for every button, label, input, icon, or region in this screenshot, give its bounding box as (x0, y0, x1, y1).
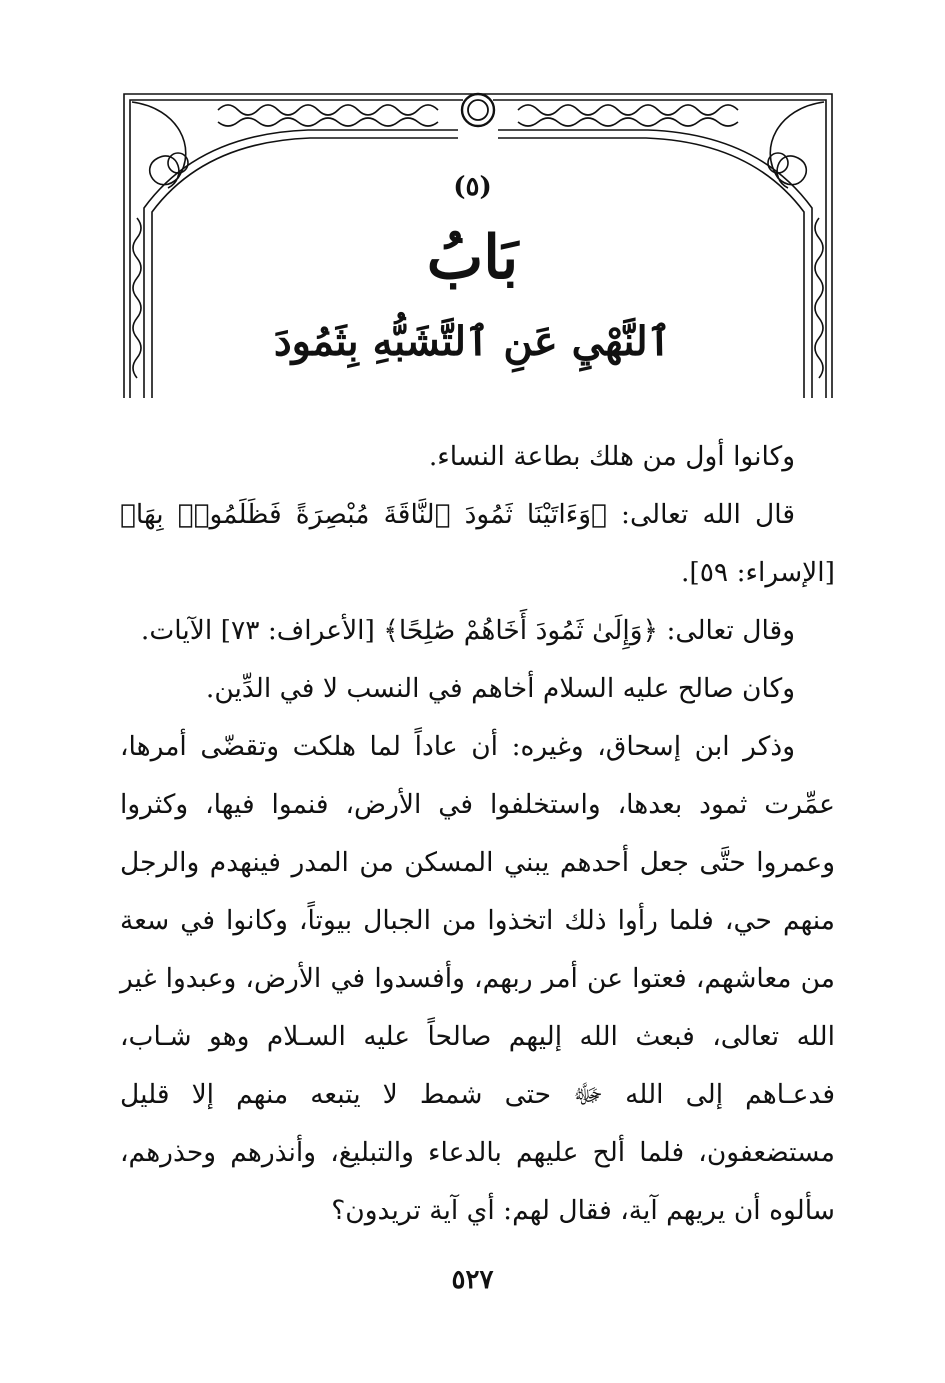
paragraph: وقال تعالى: ﴿وَإِلَىٰ ثَمُودَ أَخَاهُمْ صَٰلِحًا﴾ [الأعراف: ٧٣] الآيات. (140, 615, 795, 646)
page-number: ٥٢٧ (451, 1265, 494, 1295)
chapter-title: ٱلنَّهْيِ عَنِ ٱلتَّشَبُّهِ بِثَمُودَ (273, 318, 672, 365)
paragraph: وكانوا أول من هلك بطاعة النساء. (428, 441, 795, 472)
chapter-heading: بَابُ (426, 223, 519, 293)
body-text (120, 428, 835, 1240)
chapter-number: (٥) (453, 172, 492, 202)
paragraph: وكان صالح عليه السلام أخاهم في النسب لا في الدِّين. (205, 673, 795, 704)
paragraph: قال الله تعالى: ﴿وَءَاتَيْنَا ثَمُودَ ٱلنَّاقَةَ مُبْصِرَةً فَظَلَمُوا۟ بِهَا﴾ [الإسراء: ٥٩]. (120, 499, 835, 588)
paragraph: وذكر ابن إسحاق، وغيره: أن عاداً لما هلكت وتقضّى أمرها، عمِّرت ثمود بعدها، واستخلفوا في الأرض، فنموا فيها، وكثروا وعمروا حتَّى جعل أحدهم يبني المسكن من المدر فينهدم والرجل منهم حي، فلما رأوا ذلك اتخذوا من الجبال بيوتاً، وكانوا في سعة من معاشهم، فعتوا عن أمر ربهم، وأفسدوا في الأرض، وعبدوا غير الله تعالى، فبعث الله إليهم صالحاً عليه السـلام وهو شـاب، فدعـاهم إلى الله ﷻ حتى شمط لا يتبعه منهم إلا قليل مستضعفون، فلما ألح عليهم بالدعاء والتبليغ، وأنذرهم وحذرهم، سألوه أن يريهم آية، فقال لهم: أي آية تريدون؟ (120, 731, 835, 1226)
